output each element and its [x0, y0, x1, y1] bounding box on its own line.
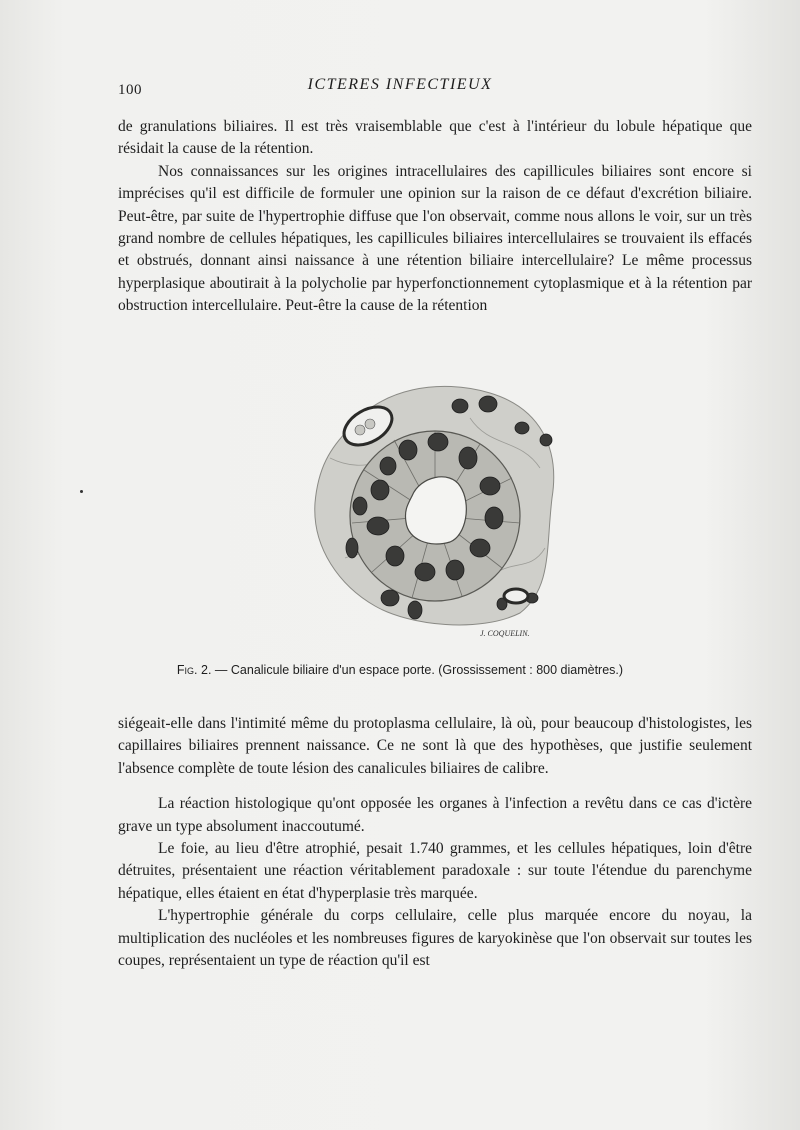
figure-caption-text: — Canalicule biliaire d'un espace porte. (Grossissement : 800 diamètres.) [214, 663, 624, 677]
engraver-signature: J. COQUELIN. [480, 629, 530, 638]
paragraph: La réaction histologique qu'ont opposée les organes à l'infection a revêtu dans ce cas d'ictère grave un type absolument inaccoutumé. [118, 795, 752, 835]
body-text-top [118, 116, 752, 318]
paragraph: Le foie, au lieu d'être atrophié, pesait 1.740 grammes, et les cellules hépatiques, loin d'être détruites, présentaient une réaction véritablement paradoxale : sur toute l'étendue du parenchyme hépatique, elles étaient en état d'hyperplasie très marquée. [118, 840, 752, 902]
figure-caption [0, 663, 800, 677]
figure-label: Fig. 2. [176, 663, 212, 677]
paragraph: L'hypertrophie générale du corps cellulaire, celle plus marquée encore du noyau, la multiplication des nucléoles et les nombreuses figures de karyokinèse que l'on observait sur toutes les coupes, représentaient un type de réaction qu'il est [118, 907, 752, 970]
paragraph: Nos connaissances sur les origines intracellulaires des capillicules biliaires sont encore si imprécises qu'il est difficile de formuler une opinion sur la raison de ce défaut d'excrétion biliaire. Peut-être, par suite de l'hypertrophie diffuse que l'on observait, comme nous allons le voir, sur un très grand nombre de cellules hépatiques, les capillicules biliaires intercellulaires se trouvaient ils effacés et obstrués, donnant ainsi naissance à une rétention biliaire intercellulaire? Le même processus hyperplasique aboutirait à la polycholie par hyperfonctionnement cytoplasmique et à la rétention par obstruction intercellulaire. Peut-être la cause de la rétention [118, 162, 752, 315]
running-title: ICTERES INFECTIEUX [307, 76, 493, 93]
print-speck [80, 490, 83, 493]
paragraph: de granulations biliaires. Il est très vraisemblable que c'est à l'intérieur du lobule hépatique que résidait la cause de la rétention. [118, 118, 752, 158]
paragraph: siégeait-elle dans l'intimité même du protoplasma cellulaire, là où, pour beaucoup d'histologistes, les capillaires biliaires prennent naissance. Ce ne sont là que des hypothèses, que justifie seulement l'absence complète de toute lésion des canalicules biliaires de calibre. [118, 715, 752, 777]
bile-canaliculus-illustration [290, 358, 580, 648]
histology-figure [290, 358, 580, 648]
body-text-bottom [118, 713, 752, 972]
page-number: 100 [118, 82, 142, 98]
